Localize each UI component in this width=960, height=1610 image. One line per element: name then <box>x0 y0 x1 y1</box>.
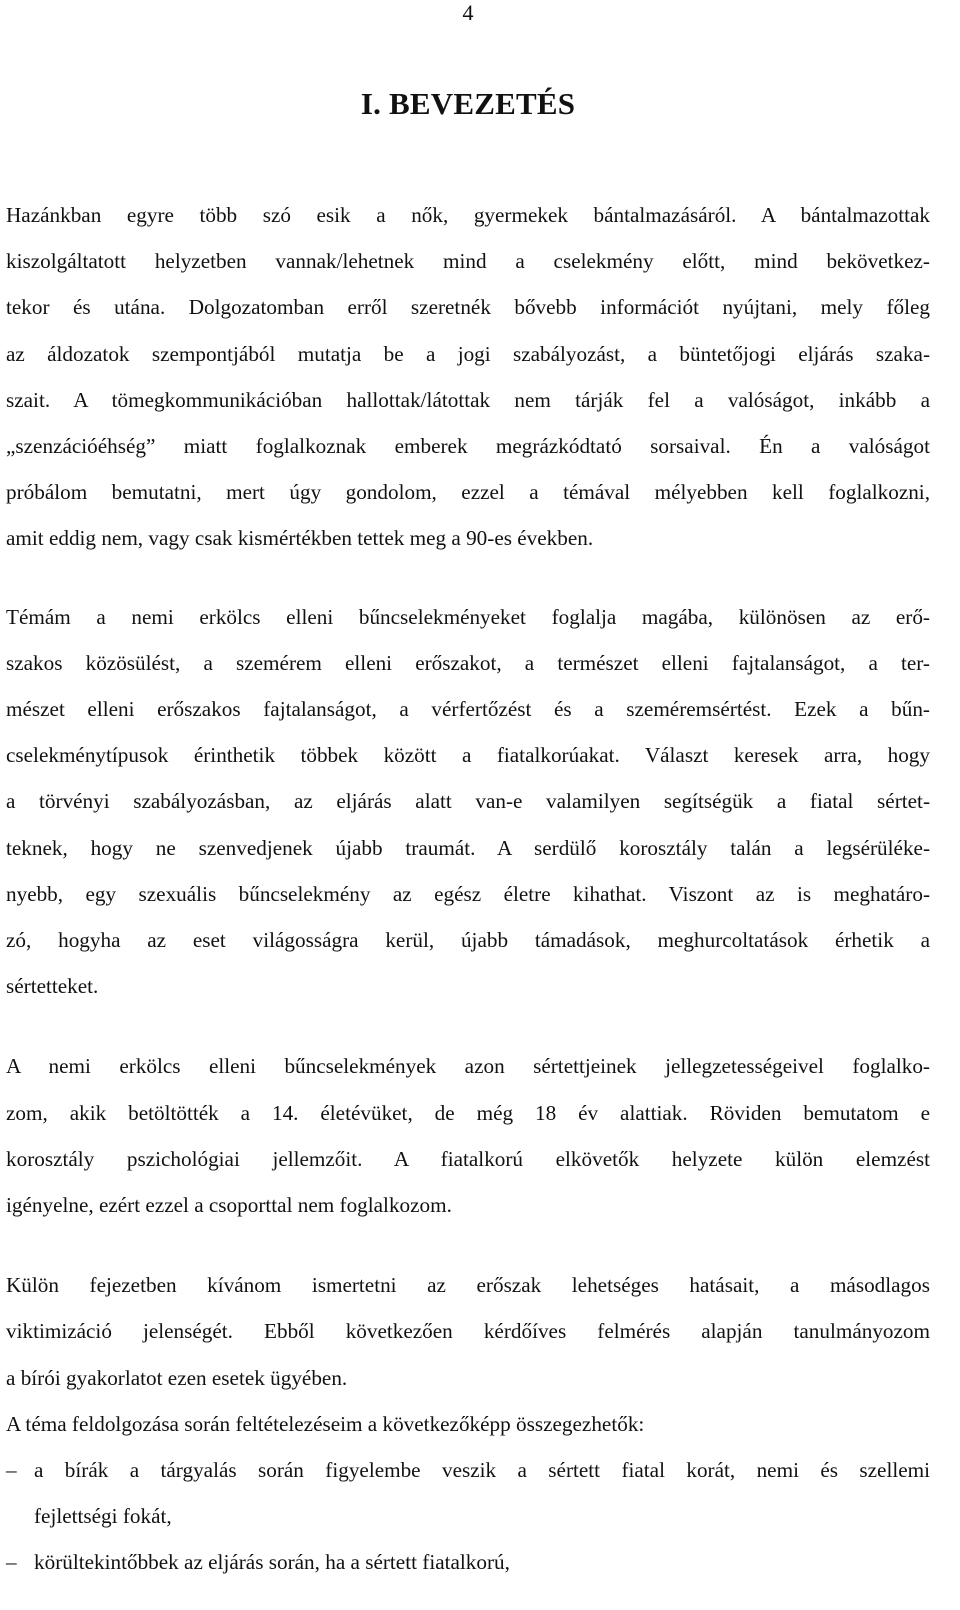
text-line: sértetteket. <box>6 974 99 999</box>
text-line: a törvényi szabályozásban, az eljárás alatt van-e valamilyen segítségük a fiatal sértet- <box>6 789 930 814</box>
dash-bullet: – <box>6 1550 17 1575</box>
text-line: fejlettségi fokát, <box>34 1504 172 1529</box>
text-line: zom, akik betöltötték a 14. életévüket, de még 18 év alattiak. Röviden bemutatom e <box>6 1100 930 1125</box>
body-text <box>6 192 930 1586</box>
text-line: viktimizáció jelenségét. Ebből következően kérdőíves felmérés alapján tanulmányozom <box>6 1319 930 1344</box>
text-line: teknek, hogy ne szenvedjenek újabb traumát. A serdülő korosztály talán a legsérüléke- <box>6 835 930 860</box>
text-line: próbálom bemutatni, mert úgy gondolom, ezzel a témával mélyebben kell foglalkozni, <box>6 480 930 505</box>
text-line: „szenzációéhség” miatt foglalkoznak emberek megrázkódtató sorsaival. Én a valóságot <box>6 434 930 459</box>
hypothesis-list <box>6 1447 930 1586</box>
text-line: Témám a nemi erkölcs elleni bűncselekményeket foglalja magába, különösen az erő- <box>6 604 930 629</box>
text-line: szakos közösülést, a szemérem elleni erőszakot, a természet elleni fajtalanságot, a ter- <box>6 650 930 675</box>
list-item <box>6 1447 930 1539</box>
text-line: kiszolgáltatott helyzetben vannak/lehetnek mind a cselekmény előtt, mind bekövetkez- <box>6 249 930 274</box>
text-line: szait. A tömegkommunikációban hallottak/látottak nem tárják fel a valóságot, inkább a <box>6 387 930 412</box>
text-line: tekor és utána. Dolgozatomban erről szeretnék bővebb információt nyújtani, mely főleg <box>6 295 930 320</box>
paragraph-5 <box>6 1401 930 1447</box>
text-line: a bírák a tárgyalás során figyelembe veszik a sértett fiatal korát, nemi és szellemi <box>34 1458 930 1483</box>
chapter-title: I. BEVEZETÉS <box>360 86 576 121</box>
list-item <box>6 1539 930 1585</box>
text-line: A nemi erkölcs elleni bűncselekmények azon sértettjeinek jellegzetességeivel foglalko- <box>6 1054 930 1079</box>
text-line: amit eddig nem, vagy csak kismértékben tettek meg a 90-es években. <box>6 526 594 551</box>
text-line: Hazánkban egyre több szó esik a nők, gyermekek bántalmazásáról. A bántalmazottak <box>6 203 930 227</box>
text-line: körültekintőbbek az eljárás során, ha a sértett fiatalkorú, <box>34 1550 510 1575</box>
paragraph-1 <box>6 192 930 562</box>
text-line: cselekménytípusok érinthetik többek között a fiatalkorúakat. Választ keresek arra, hogy <box>6 743 930 768</box>
text-line: az áldozatok szempontjából mutatja be a jogi szabályozást, a büntetőjogi eljárás szaka- <box>6 341 930 366</box>
dash-bullet: – <box>6 1458 17 1483</box>
text-line: igényelne, ezért ezzel a csoporttal nem foglalkozom. <box>6 1193 452 1218</box>
text-line: a bírói gyakorlatot ezen esetek ügyében. <box>6 1365 348 1390</box>
page-number: 4 <box>462 0 474 25</box>
paragraph-3 <box>6 1043 930 1228</box>
text-line: A téma feldolgozása során feltételezéseim a következőképp összegezhetők: <box>6 1411 645 1436</box>
paragraph-2 <box>6 594 930 1010</box>
text-line: zó, hogyha az eset világosságra kerül, újabb támadások, meghurcoltatások érhetik a <box>6 928 930 953</box>
text-line: korosztály pszichológiai jellemzőit. A fiatalkorú elkövetők helyzete külön elemzést <box>6 1146 930 1171</box>
paragraph-4 <box>6 1262 930 1401</box>
text-line: nyebb, egy szexuális bűncselekmény az egész életre kihathat. Viszont az is meghatáro- <box>6 881 930 906</box>
text-line: Külön fejezetben kívánom ismertetni az erőszak lehetséges hatásait, a másodlagos <box>6 1273 930 1298</box>
text-line: mészet elleni erőszakos fajtalanságot, a vérfertőzést és a szeméremsértést. Ezek a bűn- <box>6 697 930 722</box>
